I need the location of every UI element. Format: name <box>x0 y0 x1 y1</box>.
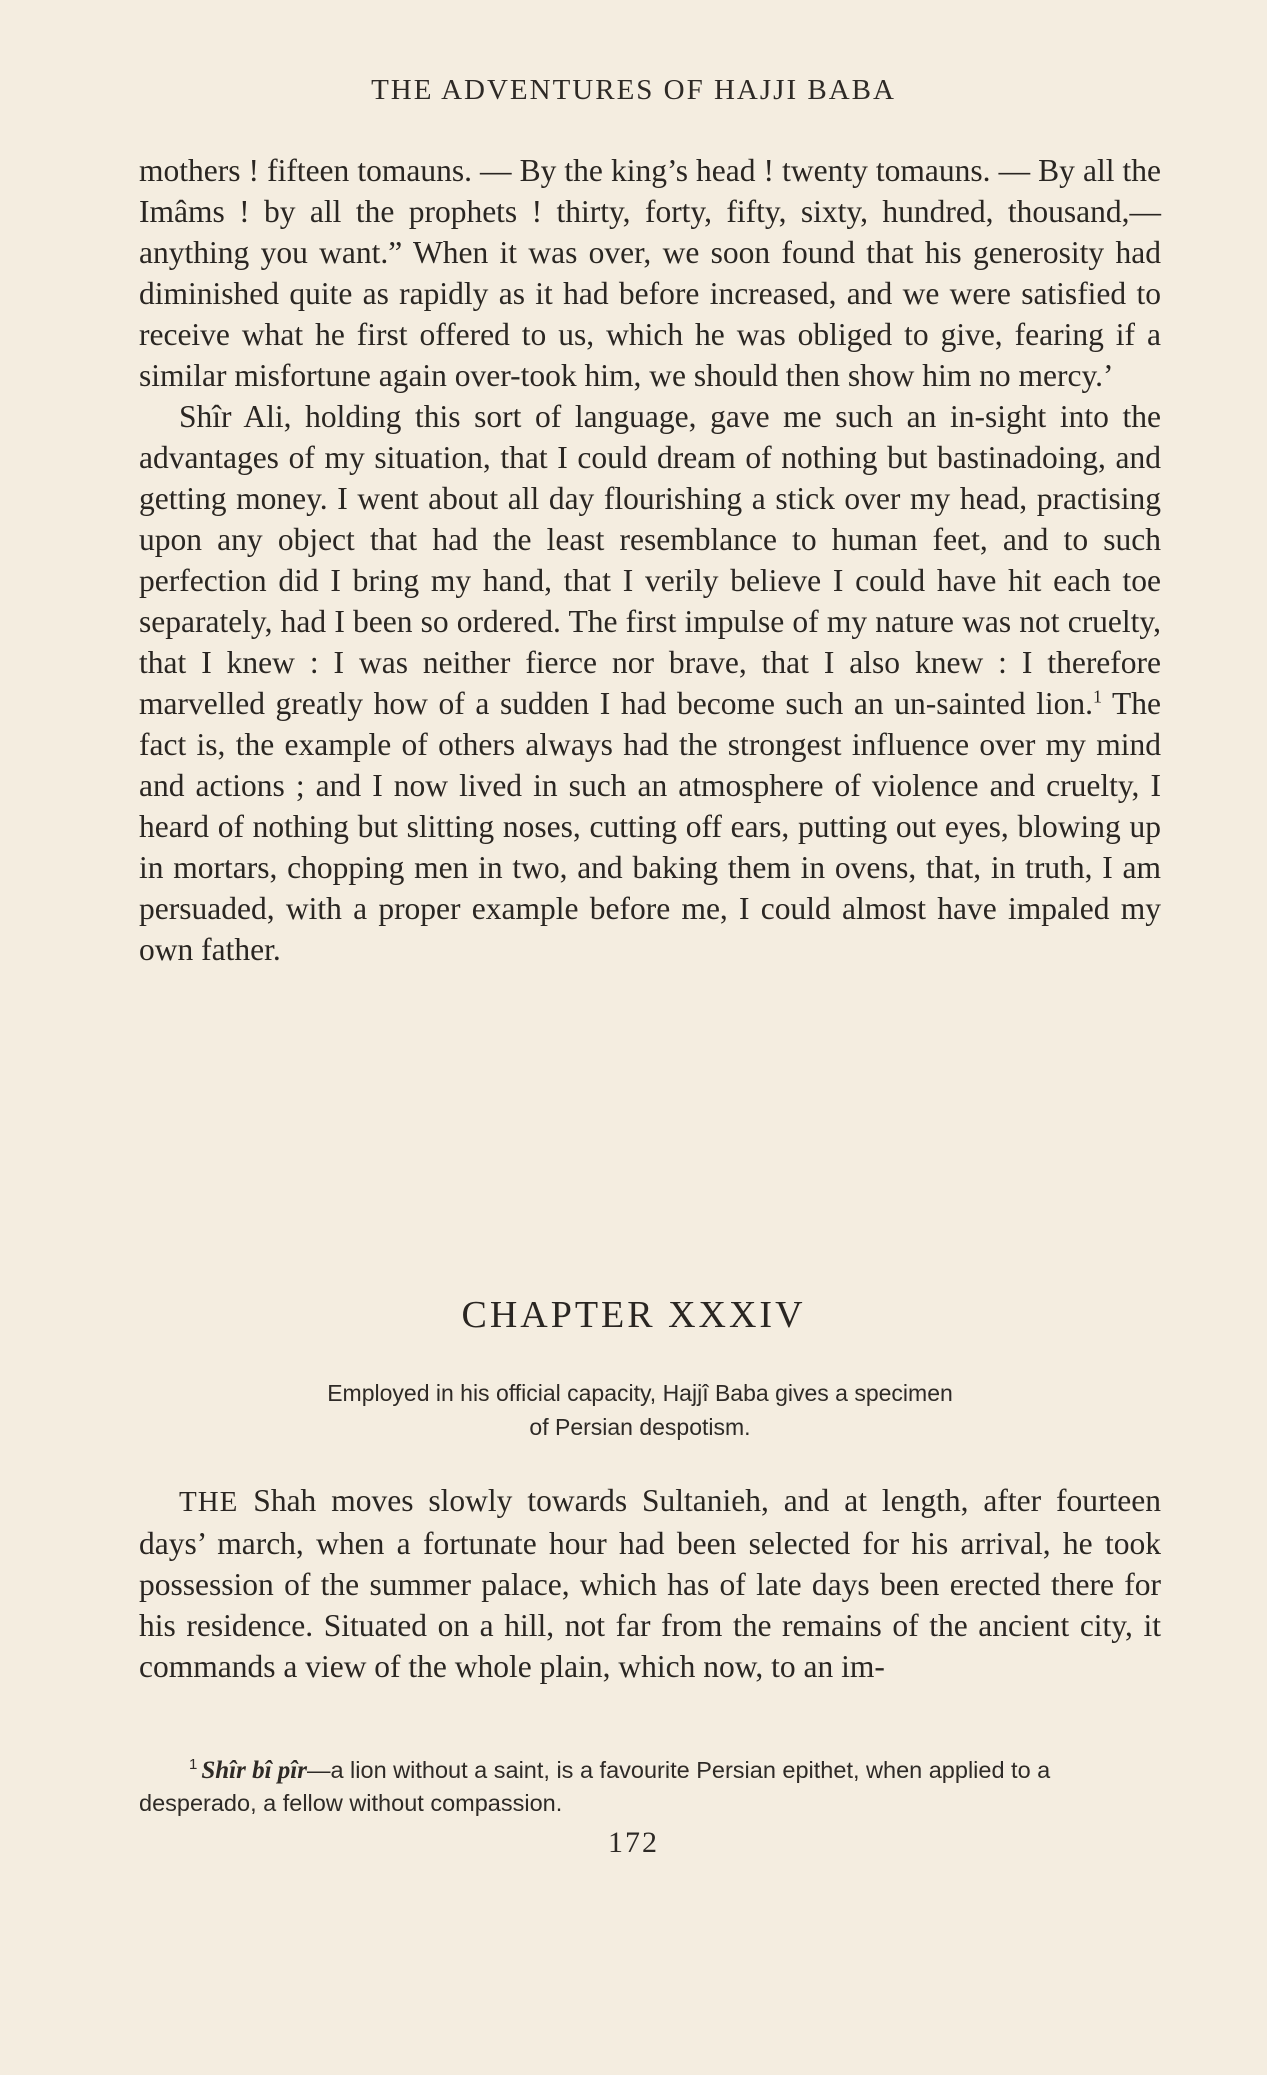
chapter-summary-line-1: Employed in his official capacity, Hajjî Baba gives a specimen <box>327 1380 953 1406</box>
footnote-marker: 1 <box>189 1756 198 1773</box>
running-head: THE ADVENTURES OF HAJJI BABA <box>371 74 896 106</box>
footnote <box>139 1748 1161 1820</box>
paragraph-2-tail: The fact is, the example of others always had the strongest influence over my mind and actions ; and I now lived in such an atmosphere of violence and cruelty, I heard of nothing but slitting noses, cutting off ears, putting out eyes, blowing up in mortars, chopping men in two, and baking them in ovens, that, in truth, I am persuaded, with a proper example before me, I could almost have impaled my own father. <box>139 686 1161 967</box>
chapter-summary-line-2: of Persian despotism. <box>529 1414 751 1440</box>
body-text-top <box>139 150 1161 970</box>
chapter-opening-text: Shah moves slowly towards Sultanieh, and at length, after fourteen days’ march, when a fortunate hour had been selected for his arrival, he took possession of the summer palace, which has of late days been erected there for his residence. Situated on a hill, not far from the remains of the ancient city, it commands a view of the whole plain, which now, to an im- <box>139 1483 1161 1684</box>
paragraph-2 <box>139 396 1161 970</box>
chapter-opening-paragraph <box>139 1480 1161 1687</box>
footnote-reference: 1 <box>1092 686 1102 707</box>
paragraph-1: mothers ! fifteen tomauns. — By the king’s head ! twenty tomauns. — By all the Imâms ! by all the prophets ! thirty, forty, fifty, sixty, hundred, thousand,—anything you want.” When it was over, we soon found that his generosity had diminished quite as rapidly as it had before increased, and we were satisfied to receive what he first offered to us, which he was obliged to give, fearing if a similar misfortune again over-took him, we should then show him no mercy.’ <box>139 153 1161 393</box>
footnote-term: Shîr bî pîr <box>201 1756 307 1784</box>
chapter-summary <box>210 1376 1070 1444</box>
chapter-body-text <box>139 1480 1161 1687</box>
paragraph-2-head: Shîr Ali, holding this sort of language, gave me such an in-sight into the advantages of my situation, that I could dream of nothing but bastinadoing, and getting money. I went about all day flourishing a stick over my head, practising upon any object that had the least resemblance to human feet, and to such perfection did I bring my hand, that I verily believe I could have hit each toe separately, had I been so ordered. The first impulse of my nature was not cruelty, that I knew : I was neither fierce nor brave, that I also knew : I therefore marvelled greatly how of a sudden I had become such an un-sainted lion. <box>139 399 1161 721</box>
chapter-opening-word: THE <box>179 1486 239 1518</box>
page-number: 172 <box>608 1826 659 1859</box>
chapter-heading: CHAPTER XXXIV <box>461 1294 806 1336</box>
footnote-text: —a lion without a saint, is a favourite Persian epithet, when applied to a desperado, a fellow without compassion. <box>139 1756 1051 1816</box>
